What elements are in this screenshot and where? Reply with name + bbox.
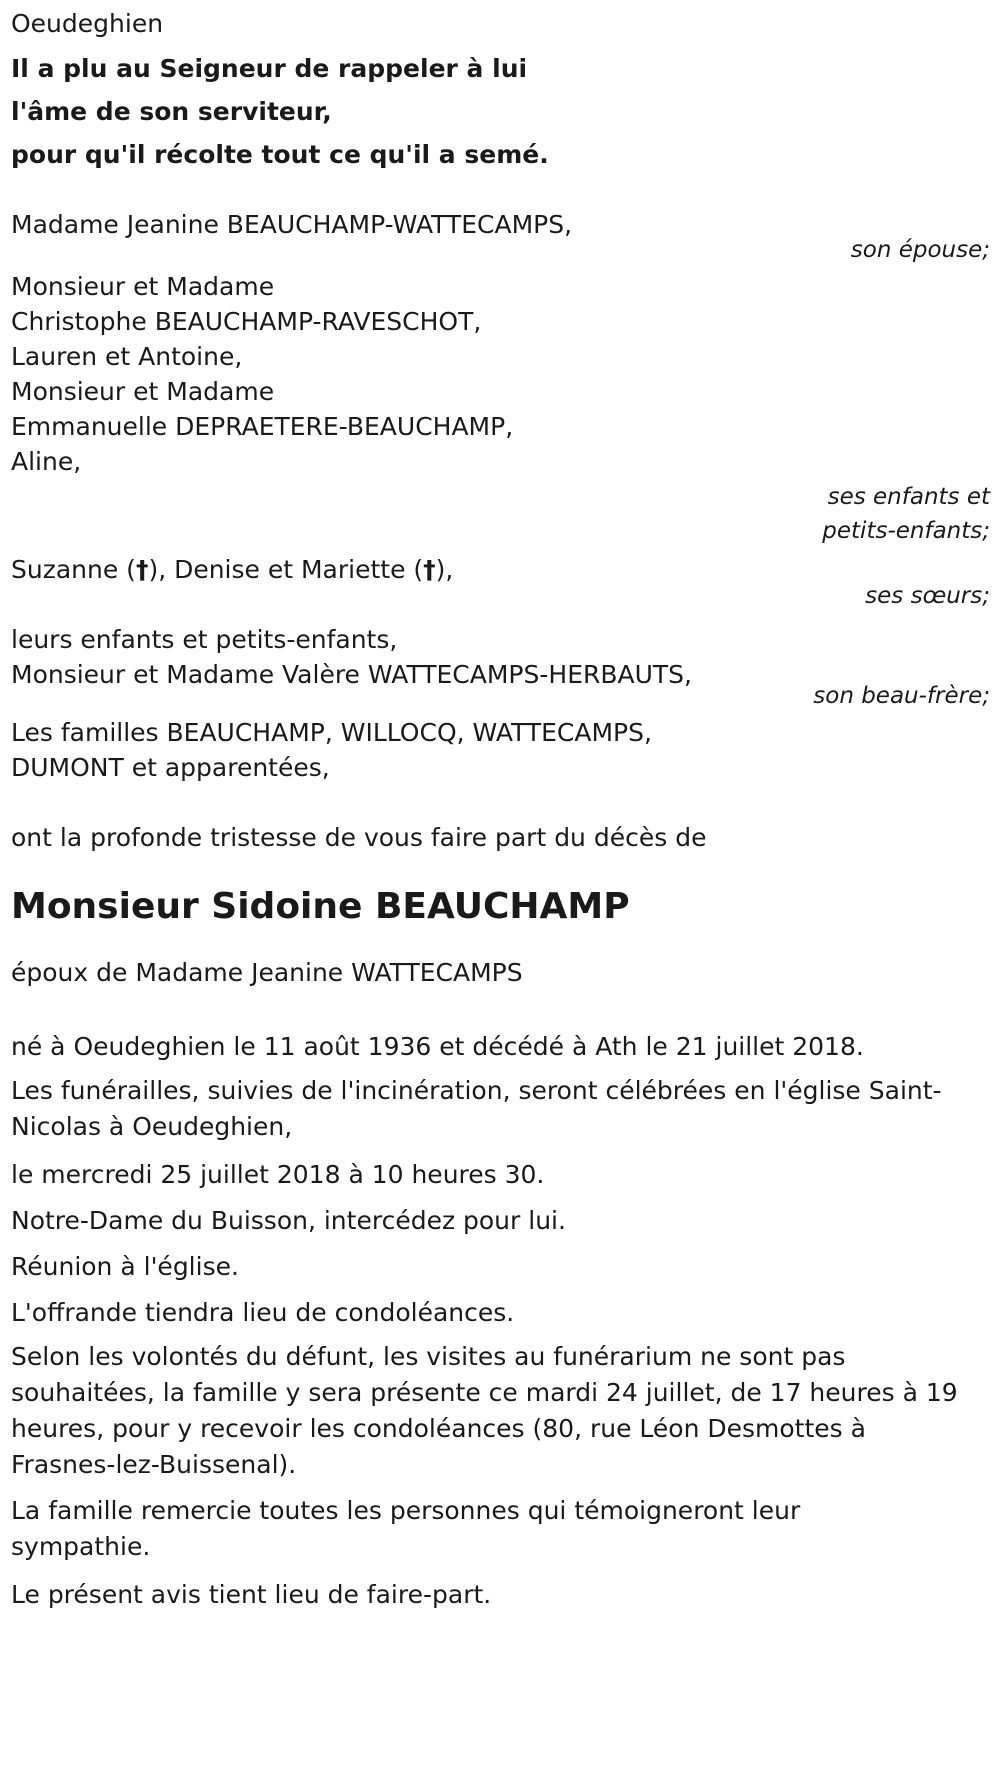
sisters-text-3: ), [435, 555, 454, 584]
cross-icon: † [423, 555, 436, 584]
spouse-role: son épouse; [850, 237, 990, 263]
verse-line-3: pour qu'il récolte tout ce qu'il a semé. [11, 140, 549, 169]
cross-icon: † [135, 555, 149, 584]
notice-line: Le présent avis tient lieu de faire-part. [11, 1580, 492, 1609]
children-line-3: Lauren et Antoine, [11, 342, 243, 371]
visits-paragraph: Selon les volontés du défunt, les visites au funérarium ne sont pas souhaitées, la famille y sera présente ce mardi 24 juillet, de 17 heures à 19 heures, pour y recevoir les condoléances (80, rue Léon Desmottes à Frasnes-lez-Buissenal). [11, 1342, 958, 1479]
children-line-4: Monsieur et Madame [11, 377, 275, 406]
in-laws-role: son beau-frère; [813, 683, 990, 709]
thanks-paragraph: La famille remercie toutes les personnes qui témoigneront leur sympathie. [11, 1496, 801, 1561]
in-laws-line-1: leurs enfants et petits-enfants, [11, 625, 398, 654]
meeting-line: Réunion à l'église. [11, 1252, 239, 1281]
children-role-1: ses enfants et [827, 484, 990, 510]
verse-line-1: Il a plu au Seigneur de rappeler à lui [11, 54, 528, 83]
verse-line-2: l'âme de son serviteur, [11, 97, 332, 126]
sisters-text-2: ), Denise et Mariette ( [148, 555, 424, 584]
funeral-date-line: le mercredi 25 juillet 2018 à 10 heures 30. [11, 1160, 545, 1189]
announcement-intro: ont la profonde tristesse de vous faire part du décès de [11, 823, 707, 852]
spouse-of-line: époux de Madame Jeanine WATTECAMPS [11, 958, 523, 987]
funeral-line: Les funérailles, suivies de l'incinération, seront célébrées en l'église Saint-Nicolas à Oeudeghien, [11, 1076, 942, 1141]
spouse-name: Madame Jeanine BEAUCHAMP-WATTECAMPS, [11, 210, 573, 239]
deceased-name: Monsieur Sidoine BEAUCHAMP [11, 886, 630, 927]
children-line-6: Aline, [11, 447, 82, 476]
place-name: Oeudeghien [11, 9, 164, 38]
children-role-2: petits-enfants; [822, 518, 990, 544]
birth-death-line: né à Oeudeghien le 11 août 1936 et décédé à Ath le 21 juillet 2018. [11, 1032, 864, 1061]
children-line-2: Christophe BEAUCHAMP-RAVESCHOT, [11, 307, 482, 336]
families-line-2: DUMONT et apparentées, [11, 753, 330, 782]
children-line-5: Emmanuelle DEPRAETERE-BEAUCHAMP, [11, 412, 514, 441]
sisters-role: ses sœurs; [865, 583, 990, 609]
sisters-text-1: Suzanne ( [11, 555, 136, 584]
in-laws-line-2: Monsieur et Madame Valère WATTECAMPS-HERBAUTS, [11, 660, 692, 689]
families-line-1: Les familles BEAUCHAMP, WILLOCQ, WATTECAMPS, [11, 718, 652, 747]
offering-line: L'offrande tiendra lieu de condoléances. [11, 1298, 515, 1327]
children-line-1: Monsieur et Madame [11, 272, 275, 301]
prayer-line: Notre-Dame du Buisson, intercédez pour lui. [11, 1206, 566, 1235]
